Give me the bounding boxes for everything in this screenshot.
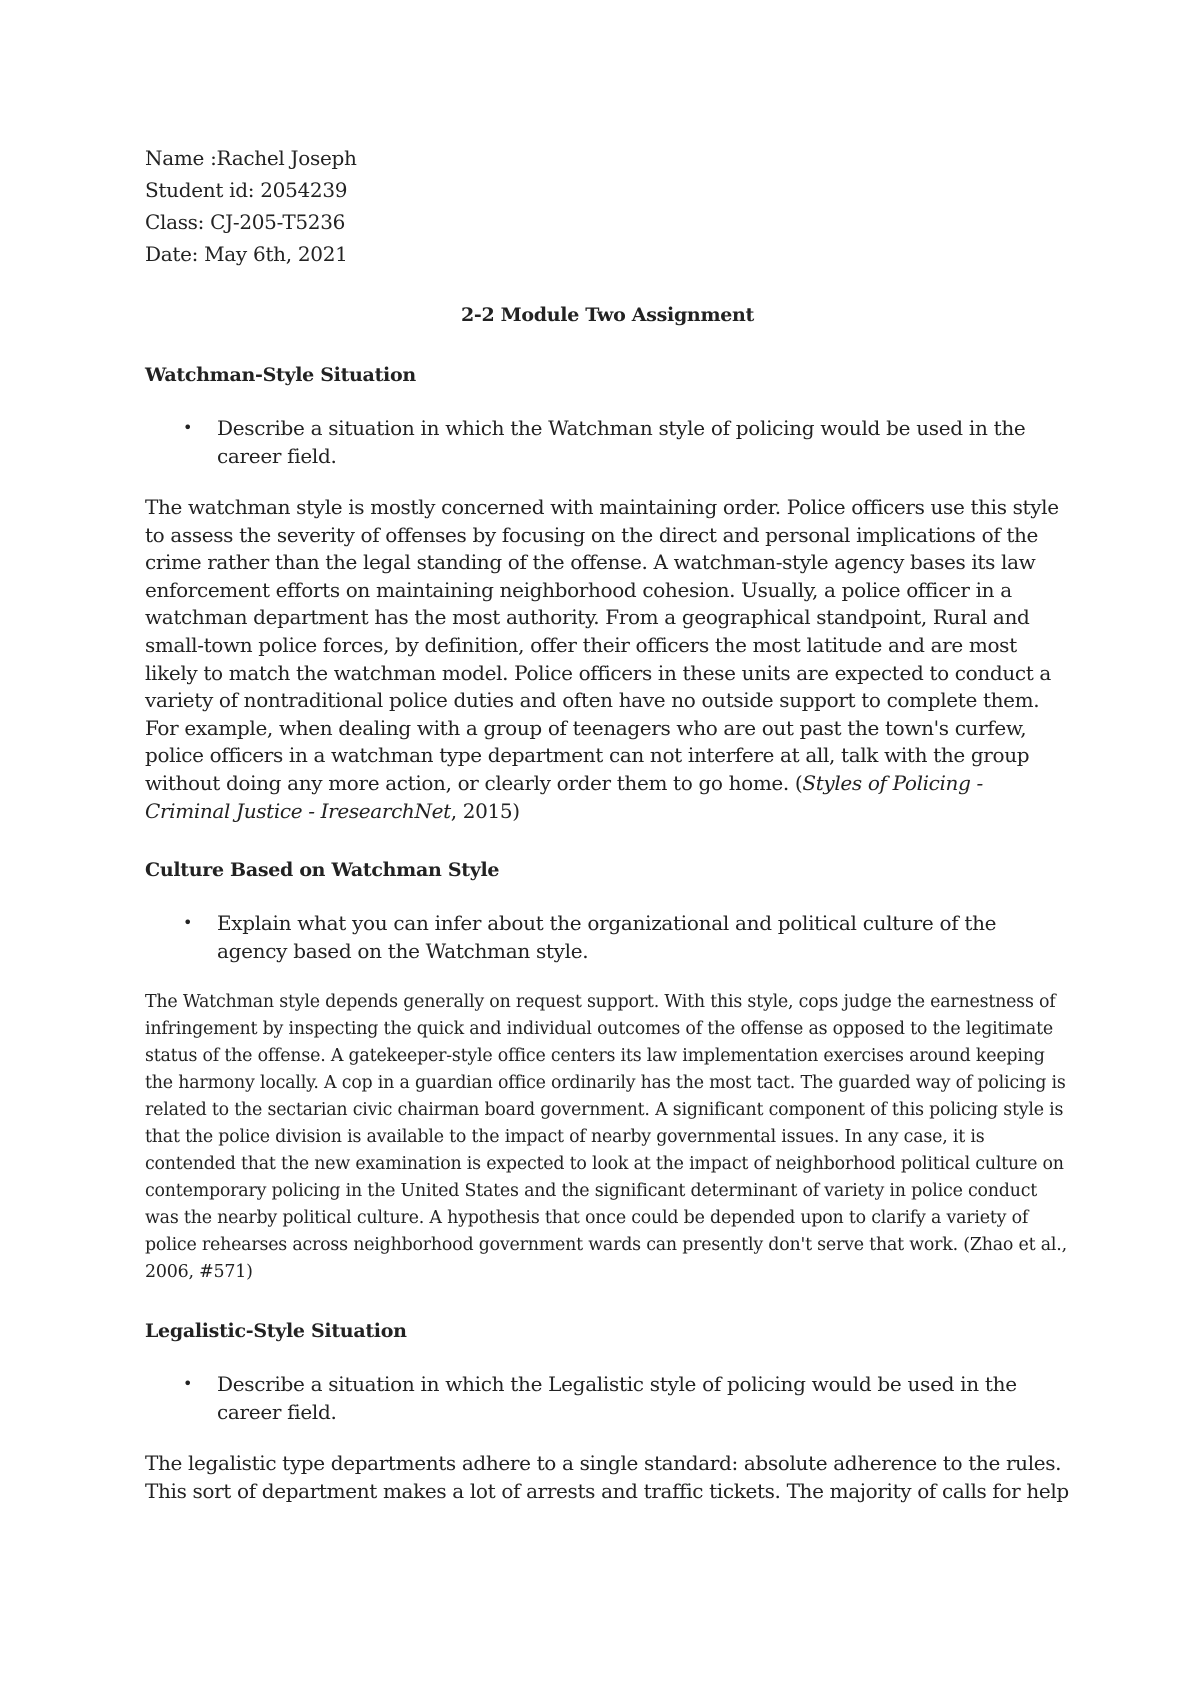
citation-year: , 2015) (450, 798, 520, 823)
section-heading-legalistic-situation: Legalistic-Style Situation (145, 1320, 407, 1343)
document-page (145, 142, 1070, 1505)
bullet-text: Explain what you can infer about the organizational and political culture of the agency based on the Watchman style. (217, 911, 997, 964)
section-heading-watchman-culture: Culture Based on Watchman Style (145, 859, 500, 882)
bullet-item (183, 909, 1070, 965)
student-id: Student id: 2054239 (145, 178, 348, 202)
bullet-icon: • (183, 418, 193, 437)
class-code: Class: CJ-205-T5236 (145, 210, 346, 234)
paragraph-watchman-situation (145, 494, 1070, 825)
date: Date: May 6th, 2021 (145, 242, 348, 266)
header-block (145, 142, 1070, 270)
bullet-item (183, 414, 1070, 470)
section-heading-watchman-situation: Watchman-Style Situation (145, 364, 416, 386)
bullet-icon: • (183, 913, 193, 933)
bullet-text: Describe a situation in which the Legalistic style of policing would be used in the career field. (217, 1372, 1017, 1425)
bullet-item (183, 1370, 1070, 1426)
citation-title: Styles of Policing - Criminal Justice - IresearchNet (145, 770, 983, 823)
paragraph-body: The watchman style is mostly concerned with maintaining order. Police officers use this style to assess the severity of offenses by focusing on the direct and personal implications of the crime rather than the legal standing of the offense. A watchman-style agency bases its law enforcement efforts on maintaining neighborhood cohesion. Usually, a police officer in a watchman department has the most authority. From a geographical standpoint, Rural and small-town police forces, by definition, offer their officers the most latitude and are most likely to match the watchman model. Police officers in these units are expected to conduct a variety of nontraditional police duties and often have no outside support to complete them. For example, when dealing with a group of teenagers who are out past the town's curfew, police officers in a watchman type department can not interfere at all, talk with the group without doing any more action, or clearly order them to go home. ( (145, 495, 1059, 795)
bullet-icon: • (183, 1374, 193, 1394)
paragraph-watchman-culture: The Watchman style depends generally on request support. With this style, cops judge the earnestness of infringement by inspecting the quick and individual outcomes of the offense as opposed to the legitimate status of the offense. A gatekeeper-style office centers its law implementation exercises around keeping the harmony locally. A cop in a guardian office ordinarily has the most tact. The guarded way of policing is related to the sectarian civic chairman board government. A significant component of this policing style is that the police division is available to the impact of nearby governmental issues. In any case, it is contended that the new examination is expected to look at the impact of neighborhood political culture on contemporary policing in the United States and the significant determinant of variety in police conduct was the nearby political culture. A hypothesis that once could be depended upon to clarify a variety of police rehearses across neighborhood government wards can presently don't serve that work. (Zhao et al., 2006, #571) (145, 992, 1067, 1283)
bullet-text: Describe a situation in which the Watchman style of policing would be used in the career field. (217, 416, 1026, 468)
paragraph-legalistic-situation: The legalistic type departments adhere to a single standard: absolute adherence to the rules. This sort of department makes a lot of arrests and traffic tickets. The majority of calls for help (145, 1451, 1069, 1503)
document-title: 2-2 Module Two Assignment (460, 304, 755, 326)
student-name: Name :Rachel Joseph (145, 146, 357, 170)
